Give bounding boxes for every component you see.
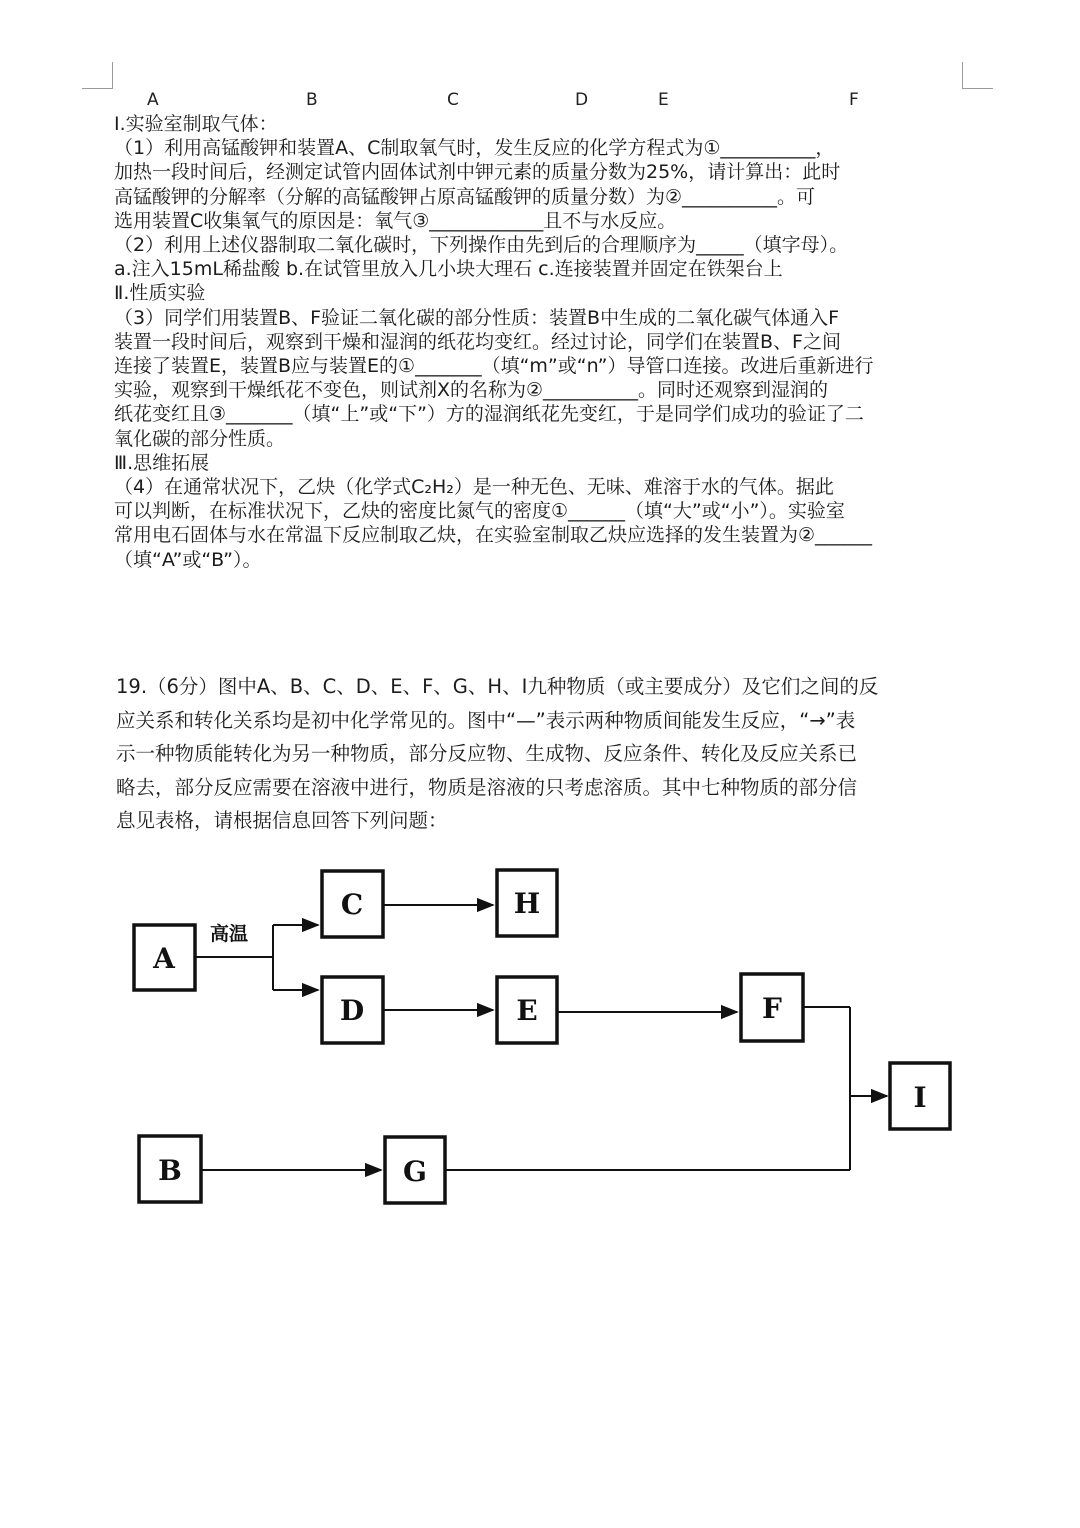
apparatus-label-row: [0, 90, 1080, 112]
q18-line: 可以判断，在标准状况下，乙炔的密度比氮气的密度①______（填“大”或“小”）。实验室: [114, 500, 845, 523]
apparatus-label-b: B: [306, 90, 318, 110]
node-f-label: F: [762, 992, 782, 1025]
q19-line: 息见表格，请根据信息回答下列问题：: [116, 809, 448, 832]
node-d: [322, 977, 383, 1043]
node-a: [134, 925, 195, 990]
q19-line: 略去，部分反应需要在溶液中进行，物质是溶液的只考虑溶质。其中七种物质的部分信: [116, 775, 858, 799]
q18-line: 氧化碳的部分性质。: [114, 427, 286, 450]
q19-line: 19.（6分）图中A、B、C、D、E、F、G、H、I九种物质（或主要成分）及它们之间的反: [116, 675, 879, 698]
question-18-text: [114, 112, 1004, 572]
node-e: [497, 977, 557, 1043]
q18-line: 实验，观察到干燥纸花不变色，则试剂X的名称为②__________。同时还观察到湿润的: [114, 379, 829, 402]
q18-line: （填“A”或“B”）。: [114, 548, 262, 571]
q18-line: 装置一段时间后，观察到干燥和湿润的纸花均变红。经过讨论，同学们在装置B、F之间: [114, 330, 841, 353]
node-b-label: B: [158, 1154, 182, 1187]
q19-line: 示一种物质能转化为另一种物质，部分反应物、生成物、反应条件、转化及反应关系已: [116, 742, 858, 765]
q18-line: （1）利用高锰酸钾和装置A、C制取氧气时，发生反应的化学方程式为①__________，: [114, 137, 835, 160]
node-g: [385, 1137, 445, 1203]
node-a-label: A: [153, 942, 175, 975]
apparatus-label-d: D: [575, 90, 589, 110]
node-h-label: H: [513, 887, 541, 920]
apparatus-label-e: E: [658, 90, 669, 110]
q18-line: 高锰酸钾的分解率（分解的高锰酸钾占原高锰酸钾的质量分数）为②__________。可: [114, 185, 816, 208]
node-f: [741, 974, 803, 1041]
q18-line: 选用装置C收集氧气的原因是：氧气③____________且不与水反应。: [114, 209, 677, 232]
q18-line: Ⅲ.思维拓展: [114, 451, 210, 474]
q18-line: 加热一段时间后，经测定试管内固体试剂中钾元素的质量分数为25%，请计算出：此时: [114, 161, 841, 184]
q19-line: 应关系和转化关系均是初中化学常见的。图中“—”表示两种物质间能发生反应，“→”表: [116, 708, 856, 732]
q18-line: （4）在通常状况下，乙炔（化学式C₂H₂）是一种无色、无味、难溶于水的气体。据此: [114, 476, 834, 499]
q18-line: 纸花变红且③_______（填“上”或“下”）方的湿润纸花先变红，于是同学们成功的验证了二: [114, 403, 864, 426]
node-g-label: G: [403, 1155, 427, 1188]
corner-mark-top-left: [82, 62, 113, 89]
q18-line: Ⅰ.实验室制取气体：: [114, 113, 278, 135]
q18-line: a.注入15mL稀盐酸 b.在试管里放入几小块大理石 c.连接装置并固定在铁架台上: [114, 258, 783, 281]
apparatus-label-a: A: [147, 90, 159, 110]
q18-line: （3）同学们用装置B、F验证二氧化碳的部分性质：装置B中生成的二氧化碳气体通入F: [114, 306, 840, 329]
reaction-flow-diagram: [0, 840, 1080, 1230]
q18-line: 连接了装置E，装置B应与装置E的①_______（填“m”或“n”）导管口连接。改进后重新进行: [114, 355, 874, 378]
q18-line: （2）利用上述仪器制取二氧化碳时，下列操作由先到后的合理顺序为_____（填字母）。: [114, 234, 849, 257]
condition-label: 高温: [210, 923, 249, 945]
node-c: [322, 871, 383, 937]
node-d-label: D: [339, 994, 365, 1027]
apparatus-label-c: C: [447, 90, 459, 110]
corner-mark-top-right: [962, 62, 993, 89]
apparatus-label-f: F: [849, 90, 859, 110]
q18-line: 常用电石固体与水在常温下反应制取乙炔，在实验室制取乙炔应选择的发生装置为②______: [114, 524, 873, 547]
q18-line: Ⅱ.性质实验: [114, 282, 206, 305]
node-i-label: I: [913, 1081, 927, 1114]
node-h: [497, 870, 557, 936]
question-19-text: [116, 670, 996, 838]
node-i: [890, 1063, 950, 1129]
node-b: [139, 1136, 201, 1202]
node-e-label: E: [516, 994, 538, 1027]
node-c-label: C: [340, 888, 364, 921]
